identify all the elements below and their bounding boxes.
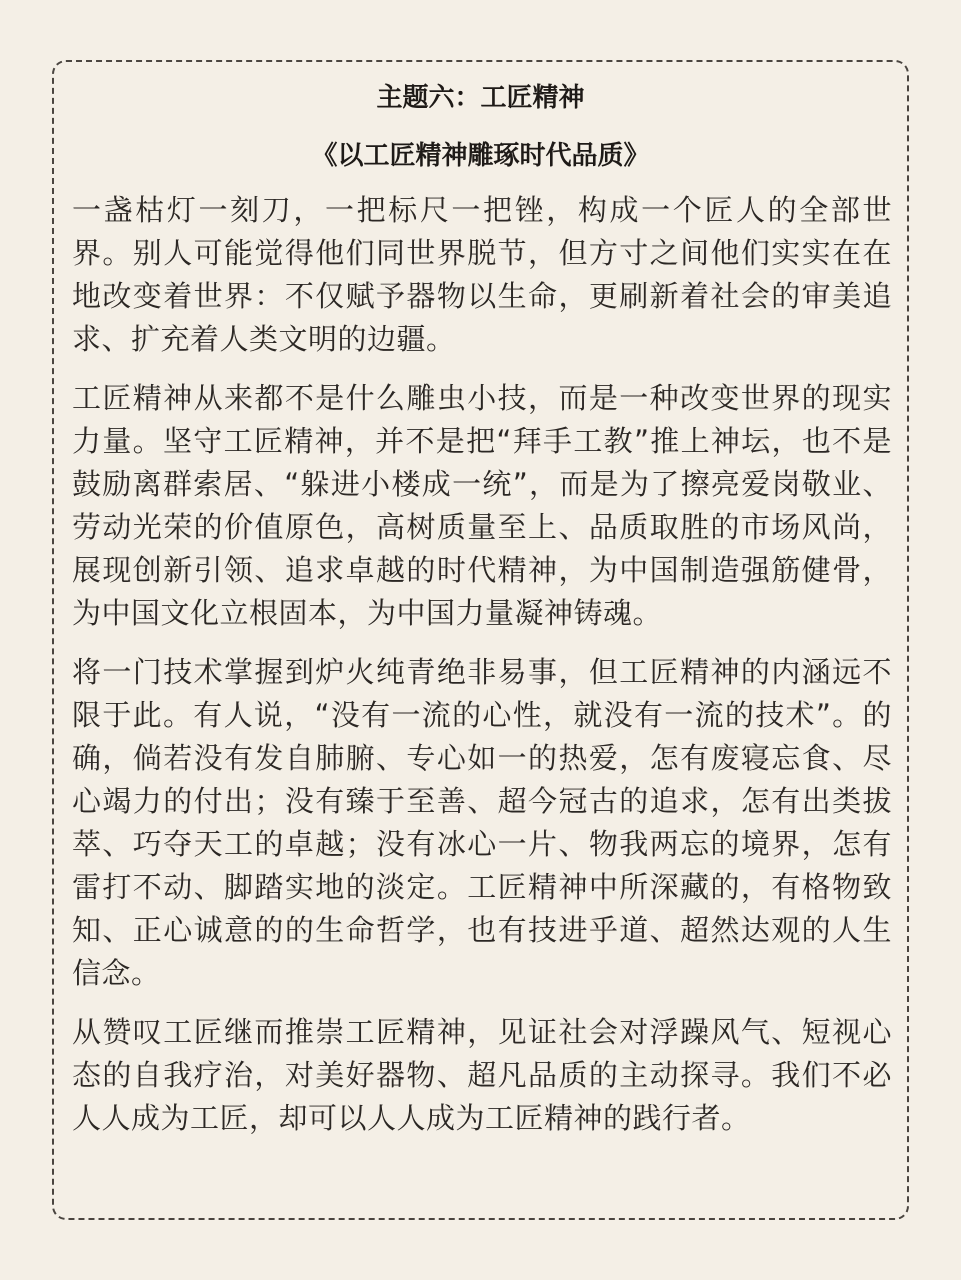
- article-title: 《以工匠精神雕琢时代品质》: [311, 141, 650, 171]
- paragraph-3: 将一门技术掌握到炉火纯青绝非易事，但工匠精神的内涵远不限于此。有人说，“没有一流的心性，就没有一流的技术”。的确，倘若没有发自肺腑、专心如一的热爱，怎有废寝忘食、尽心竭力的付出；没有臻于至善、超今冠古的追求，怎有出类拔萃、巧夺天工的卓越；没有冰心一片、物我两忘的境界，怎有雷打不动、脚踏实地的淡定。工匠精神中所深藏的，有格物致知、正心诚意的的生命哲学，也有技进乎道、超然达观的人生信念。: [72, 655, 892, 990]
- paragraph-4: 从赞叹工匠继而推崇工匠精神，见证社会对浮躁风气、短视心态的自我疗治，对美好器物、超凡品质的主动探寻。我们不必人人成为工匠，却可以人人成为工匠精神的践行者。: [72, 1015, 892, 1135]
- paragraph-1: 一盏枯灯一刻刀，一把标尺一把锉，构成一个匠人的全部世界。别人可能觉得他们同世界脱节，但方寸之间他们实实在在地改变着世界：不仅赋予器物以生命，更刷新着社会的审美追求、扩充着人类文明的边疆。: [72, 193, 892, 356]
- theme-title: 主题六：工匠精神: [376, 83, 585, 113]
- paragraph-2: 工匠精神从来都不是什么雕虫小技，而是一种改变世界的现实力量。坚守工匠精神，并不是把“拜手工教”推上神坛，也不是鼓励离群索居、“躲进小楼成一统”，而是为了擦亮爱岗敬业、劳动光荣的价值原色，高树质量至上、品质取胜的市场风尚，展现创新引领、追求卓越的时代精神，为中国制造强筋健骨，为中国文化立根固本，为中国力量凝神铸魂。: [72, 381, 892, 630]
- article-body: [72, 189, 892, 1156]
